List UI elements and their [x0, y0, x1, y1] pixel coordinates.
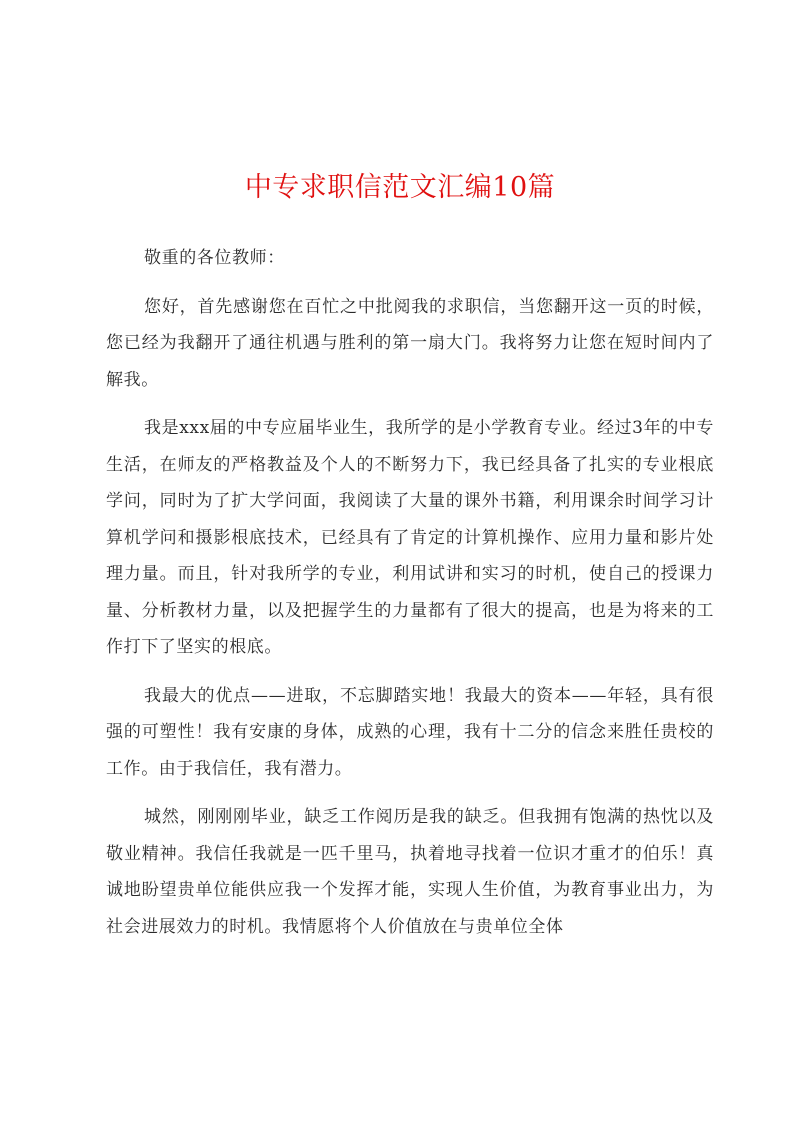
- paragraph-4: 城然，刚刚刚毕业，缺乏工作阅历是我的缺乏。但我拥有饱满的热忱以及敬业精神。我信任我就是一匹千里马，执着地寻找着一位识才重才的伯乐！真诚地盼望贵单位能供应我一个发挥才能，实现人生价值，为教育事业出力，为社会进展效力的时机。我情愿将个人价值放在与贵单位全体: [106, 807, 714, 937]
- paragraph-3: 我最大的优点——进取，不忘脚踏实地！我最大的资本——年轻，具有很强的可塑性！我有安康的身体，成熟的心理，我有十二分的信念来胜任贵校的工作。由于我信任，我有潜力。: [106, 685, 714, 779]
- paragraph-1: 您好，首先感谢您在百忙之中批阅我的求职信，当您翻开这一页的时候，您已经为我翻开了通往机遇与胜利的第一扇大门。我将努力让您在短时间内了解我。: [106, 296, 714, 390]
- paragraph-2: 我是xxx届的中专应届毕业生，我所学的是小学教育专业。经过3年的中专生活，在师友的严格教益及个人的不断努力下，我已经具备了扎实的专业根底学问，同时为了扩大学问面，我阅读了大量的课外书籍，利用课余时间学习计算机学问和摄影根底技术，已经具有了肯定的计算机操作、应用力量和影片处理力量。而且，针对我所学的专业，利用试讲和实习的时机，使自己的授课力量、分析教材力量，以及把握学生的力量都有了很大的提高，也是为将来的工作打下了坚实的根底。: [106, 418, 714, 657]
- document-title: 中专求职信范文汇编10篇: [244, 172, 556, 203]
- document-body: [106, 240, 714, 957]
- salutation: 敬重的各位教师：: [144, 248, 285, 268]
